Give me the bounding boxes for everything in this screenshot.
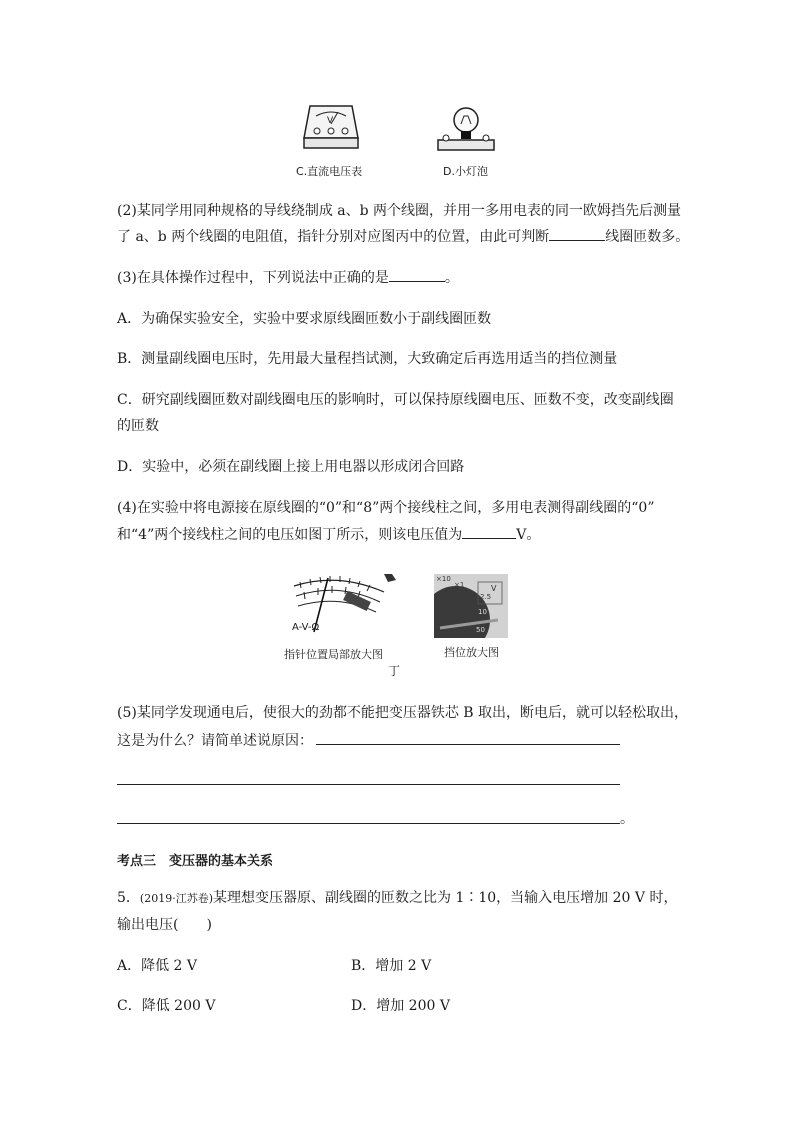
q5-answer-line-2[interactable] bbox=[117, 784, 620, 785]
problem5-source: (2019·江苏卷) bbox=[139, 892, 213, 905]
voltmeter-caption: C.直流电压表 bbox=[296, 165, 363, 178]
q4-answer-blank[interactable] bbox=[462, 524, 516, 539]
pointer-scale-caption: 指针位置局部放大图 bbox=[284, 648, 383, 661]
dial-v: V bbox=[491, 584, 497, 593]
voltmeter-figure bbox=[300, 100, 362, 156]
q4-line-2 bbox=[117, 522, 540, 548]
q3-option-c-line-1: C．研究副线圈匝数对副线圈电压的影响时，可以保持原线圈电压、匝数不变，改变副线圈 bbox=[117, 392, 674, 408]
q3-stem-post: 。 bbox=[444, 270, 459, 286]
dial-x10: ×10 bbox=[436, 575, 451, 583]
range-dial-caption: 挡位放大图 bbox=[444, 646, 499, 659]
voltmeter-glyph: V bbox=[327, 116, 334, 126]
bulb-figure bbox=[436, 102, 496, 156]
q5-line-2: 这是为什么？请简单述说原因： bbox=[117, 733, 313, 749]
q3-option-a: A．为确保实验安全，实验中要求原线圈匝数小于副线圈匝数 bbox=[117, 311, 492, 327]
section-title: 考点三 变压器的基本关系 bbox=[117, 854, 274, 869]
q3-stem bbox=[117, 265, 459, 291]
q5-line-1: (5)某同学发现通电后，使很大的劲都不能把变压器铁芯 B 取出，断电后，就可以轻松取出， bbox=[117, 705, 689, 721]
q3-option-b: B．测量副线圈电压时，先用最大量程挡试测，大致确定后再选用适当的挡位测量 bbox=[117, 351, 618, 367]
q2-answer-blank[interactable] bbox=[549, 226, 605, 241]
q3-option-d: D．实验中，必须在副线圈上接上用电器以形成闭合回路 bbox=[117, 459, 465, 475]
dial-50: 50 bbox=[476, 626, 485, 634]
problem5-option-b: B．增加 2 V bbox=[351, 958, 432, 974]
figure-label-ding: 丁 bbox=[388, 664, 401, 678]
q5-end-mark: 。 bbox=[620, 811, 634, 827]
q2-line-1: (2)某同学用同种规格的导线绕制成 a、b 两个线圈，并用一多用电表的同一欧姆挡先后测量 bbox=[117, 203, 682, 219]
q3-option-c-line-2: 的匝数 bbox=[117, 418, 159, 434]
q3-answer-blank[interactable] bbox=[389, 267, 445, 282]
q5-answer-line-3[interactable] bbox=[117, 823, 620, 824]
range-dial-figure bbox=[434, 574, 508, 638]
scale-label: A-V-Ω bbox=[292, 622, 320, 633]
q3-stem-pre: (3)在具体操作过程中，下列说法中正确的是 bbox=[117, 270, 389, 286]
problem5-option-c: C．降低 200 V bbox=[117, 998, 216, 1014]
problem5-line-2: 输出电压( ) bbox=[117, 917, 212, 933]
range-dial-drawing bbox=[434, 574, 508, 638]
bulb-caption: D.小灯泡 bbox=[443, 165, 488, 178]
dial-2-5: 2.5 bbox=[480, 593, 492, 601]
q2-line-2-post: 线圈匝数多。 bbox=[605, 229, 690, 245]
q2-line-2 bbox=[117, 224, 689, 250]
dial-10: 10 bbox=[478, 608, 487, 616]
q4-line-2-post: V。 bbox=[516, 527, 541, 543]
voltmeter-drawing bbox=[300, 100, 362, 156]
problem5-line-1-text: 某理想变压器原、副线圈的匝数之比为 1∶10，当输入电压增加 20 V 时， bbox=[213, 890, 678, 906]
problem5-option-d: D．增加 200 V bbox=[351, 998, 450, 1014]
q4-line-1: (4)在实验中将电源接在原线圈的“0”和“8”两个接线柱之间，多用电表测得副线圈的“0” bbox=[117, 500, 655, 516]
q2-line-2-pre: 了 a、b 两个线圈的电阻值，指针分别对应图丙中的位置，由此可判断 bbox=[117, 229, 550, 245]
problem5-line-1 bbox=[117, 885, 677, 912]
pointer-scale-figure bbox=[288, 572, 400, 638]
q5-answer-line-1[interactable] bbox=[316, 744, 620, 745]
bulb-drawing bbox=[436, 102, 496, 156]
q4-line-2-pre: 和“4”两个接线柱之间的电压如图丁所示，则该电压值为 bbox=[117, 527, 463, 543]
dial-x1: ×1 bbox=[454, 581, 465, 589]
problem5-option-a: A．降低 2 V bbox=[117, 958, 198, 974]
problem5-number: 5． bbox=[117, 890, 140, 906]
